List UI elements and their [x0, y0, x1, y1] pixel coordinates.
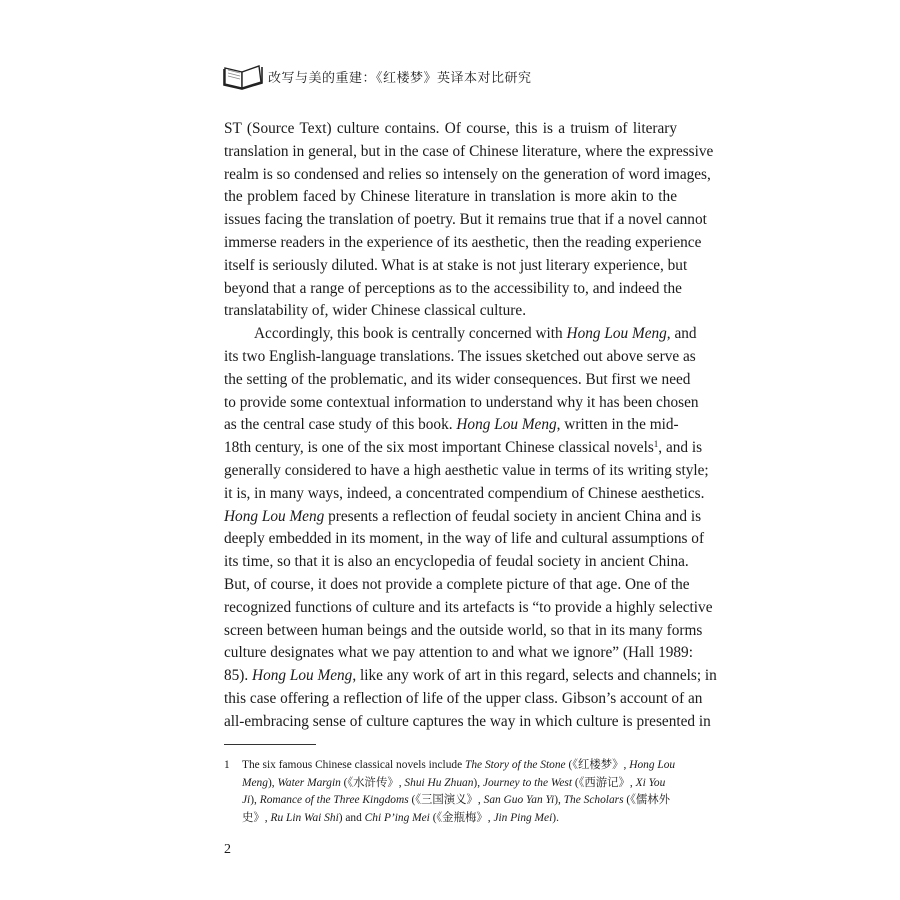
text-line: ST (Source Text) culture contains. Of course, this is a truism of literary: [224, 120, 677, 137]
open-book-icon: [222, 62, 264, 90]
text-line: deeply embedded in its moment, in the way of life and cultural assumptions of: [224, 530, 705, 548]
text-line: this case offering a reflection of life of the upper class. Gibson’s account of an: [224, 689, 703, 707]
text-line: recognized functions of culture and its artefacts is “to provide a highly selective: [224, 598, 713, 616]
text-line: translatability of, wider Chinese classical culture.: [224, 302, 527, 320]
italic-title: Hong Lou Meng: [456, 416, 557, 434]
text-line: immerse readers in the experience of its aesthetic, then the reading experience: [224, 233, 702, 251]
text-line: to provide some contextual information to understand why it has been chosen: [224, 393, 699, 411]
text-line: But, of course, it does not provide a complete picture of that age. One of the: [224, 575, 690, 593]
text-line: the problem faced by Chinese literature in translation is more akin to the: [224, 188, 677, 206]
footnote-number: 1: [224, 759, 230, 771]
text-line: its two English-language translations. The issues sketched out above serve as: [224, 347, 696, 365]
text-line: generally considered to have a high aesthetic value in terms of its writing style;: [224, 461, 709, 479]
text-line: its time, so that it is also an encyclopedia of feudal society in ancient China.: [224, 553, 689, 571]
italic-title: Hong Lou Meng: [224, 507, 325, 525]
text-line: as the central case study of this book. Hong Lou Meng, written in the mid-: [224, 416, 679, 434]
footnote: [224, 757, 678, 827]
footnote-divider: [224, 744, 316, 745]
text-line: Hong Lou Meng presents a reflection of feudal society in ancient China and is: [224, 507, 702, 525]
text-line: culture designates what we pay attention to and what we ignore” (Hall 1989:: [224, 644, 693, 662]
paragraph: [224, 323, 717, 733]
italic-title: Hong Lou Meng: [252, 667, 353, 685]
text-line: itself is seriously diluted. What is at stake is not just literary experience, but: [224, 256, 688, 274]
text-line: all-embracing sense of culture captures the way in which culture is presented in: [224, 712, 711, 730]
text-line: 85). Hong Lou Meng, like any work of art in this regard, selects and channels; in: [224, 667, 717, 685]
body-text: [224, 118, 717, 734]
text-line: screen between human beings and the outside world, so that in its many forms: [224, 621, 703, 639]
text-line: the setting of the problematic, and its wider consequences. But first we need: [224, 370, 691, 388]
text-line: 18th century, is one of the six most important Chinese classical novels$^1$, and is: [224, 439, 703, 457]
text-line: issues facing the translation of poetry. But it remains true that if a novel cannot: [224, 211, 707, 229]
header-title: 改写与美的重建：《红楼梦》英译本对比研究: [268, 70, 532, 86]
paragraph: [224, 118, 714, 323]
running-header: [222, 62, 532, 90]
text-line: realm is so condensed and relies so intensely on the generation of word images,: [224, 165, 711, 183]
text-line: Accordingly, this book is centrally concerned with Hong Lou Meng, and: [254, 325, 697, 343]
italic-title: Hong Lou Meng,: [566, 325, 671, 343]
footnote-text: The six famous Chinese classical novels include The Story of the Stone (《红楼梦》, Hong Lou Meng), Water Margin (《水浒传》, Shui Hu Zhuan), Journey to the West (《西游记》, Xi You Ji), Romance of the Three Kingdoms (《三国演义》, San Guo Yan Yi), The Scholars (《儒林外史》, Ru Lin Wai Shi) and Chi P’ing Mei (《金瓶梅》, Jin Ping Mei).: [242, 759, 676, 824]
text-line: it is, in many ways, indeed, a concentrated compendium of Chinese aesthetics.: [224, 484, 705, 502]
page-number: 2: [224, 842, 231, 857]
text-line: translation in general, but in the case of Chinese literature, where the expressive: [224, 142, 714, 160]
footnote-marker: 1: [653, 439, 659, 450]
text-line: beyond that a range of perceptions as to the accessibility to, and indeed the: [224, 279, 682, 297]
